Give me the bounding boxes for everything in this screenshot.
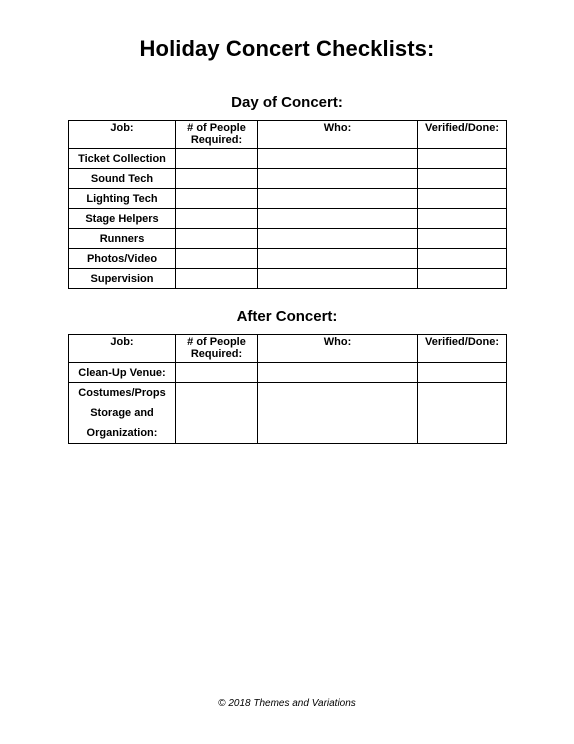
who-cell[interactable] — [258, 269, 418, 289]
job-line: Organization: — [86, 427, 158, 439]
people-cell[interactable] — [176, 269, 258, 289]
verified-column-header: Verified/Done: — [418, 335, 507, 363]
people-header-line1: # of People — [187, 122, 246, 134]
copyright-footer: © 2018 Themes and Variations — [218, 698, 356, 709]
job-cell: Photos/Video — [69, 249, 176, 269]
who-cell[interactable] — [258, 169, 418, 189]
people-cell[interactable] — [176, 363, 258, 383]
people-required-column-header — [176, 121, 258, 149]
job-cell: Runners — [69, 229, 176, 249]
job-cell: Stage Helpers — [69, 209, 176, 229]
table-row — [69, 269, 507, 289]
job-column-header: Job: — [69, 121, 176, 149]
table-header-row — [69, 335, 507, 363]
job-cell — [69, 383, 176, 444]
people-cell[interactable] — [176, 383, 258, 444]
job-cell: Ticket Collection — [69, 149, 176, 169]
table-row — [69, 363, 507, 383]
who-cell[interactable] — [258, 383, 418, 444]
job-line: Storage and — [90, 407, 154, 419]
table-row — [69, 229, 507, 249]
verified-cell[interactable] — [418, 149, 507, 169]
table-row — [69, 383, 507, 444]
job-cell: Clean-Up Venue: — [69, 363, 176, 383]
table-row — [69, 169, 507, 189]
people-header-line2: Required: — [190, 134, 243, 146]
day-of-concert-table — [68, 120, 507, 289]
verified-cell[interactable] — [418, 383, 507, 444]
verified-cell[interactable] — [418, 363, 507, 383]
table-row — [69, 149, 507, 169]
verified-column-header: Verified/Done: — [418, 121, 507, 149]
verified-cell[interactable] — [418, 169, 507, 189]
people-cell[interactable] — [176, 189, 258, 209]
people-required-column-header — [176, 335, 258, 363]
verified-cell[interactable] — [418, 209, 507, 229]
verified-cell[interactable] — [418, 229, 507, 249]
page-title: Holiday Concert Checklists: — [139, 36, 435, 61]
who-cell[interactable] — [258, 229, 418, 249]
day-of-concert-heading: Day of Concert: — [231, 94, 343, 111]
verified-cell[interactable] — [418, 249, 507, 269]
who-cell[interactable] — [258, 249, 418, 269]
table-row — [69, 249, 507, 269]
job-cell: Lighting Tech — [69, 189, 176, 209]
job-cell: Supervision — [69, 269, 176, 289]
job-cell: Sound Tech — [69, 169, 176, 189]
people-cell[interactable] — [176, 229, 258, 249]
who-cell[interactable] — [258, 209, 418, 229]
table-row — [69, 209, 507, 229]
people-header-line2: Required: — [190, 348, 243, 360]
verified-cell[interactable] — [418, 269, 507, 289]
people-header-line1: # of People — [187, 336, 246, 348]
table-header-row — [69, 121, 507, 149]
people-cell[interactable] — [176, 209, 258, 229]
who-column-header: Who: — [258, 335, 418, 363]
table-row — [69, 189, 507, 209]
job-column-header: Job: — [69, 335, 176, 363]
who-column-header: Who: — [258, 121, 418, 149]
people-cell[interactable] — [176, 249, 258, 269]
verified-cell[interactable] — [418, 189, 507, 209]
who-cell[interactable] — [258, 363, 418, 383]
people-cell[interactable] — [176, 169, 258, 189]
after-concert-table — [68, 334, 507, 444]
after-concert-heading: After Concert: — [236, 308, 338, 325]
who-cell[interactable] — [258, 149, 418, 169]
people-cell[interactable] — [176, 149, 258, 169]
who-cell[interactable] — [258, 189, 418, 209]
job-line: Costumes/Props — [78, 387, 166, 399]
